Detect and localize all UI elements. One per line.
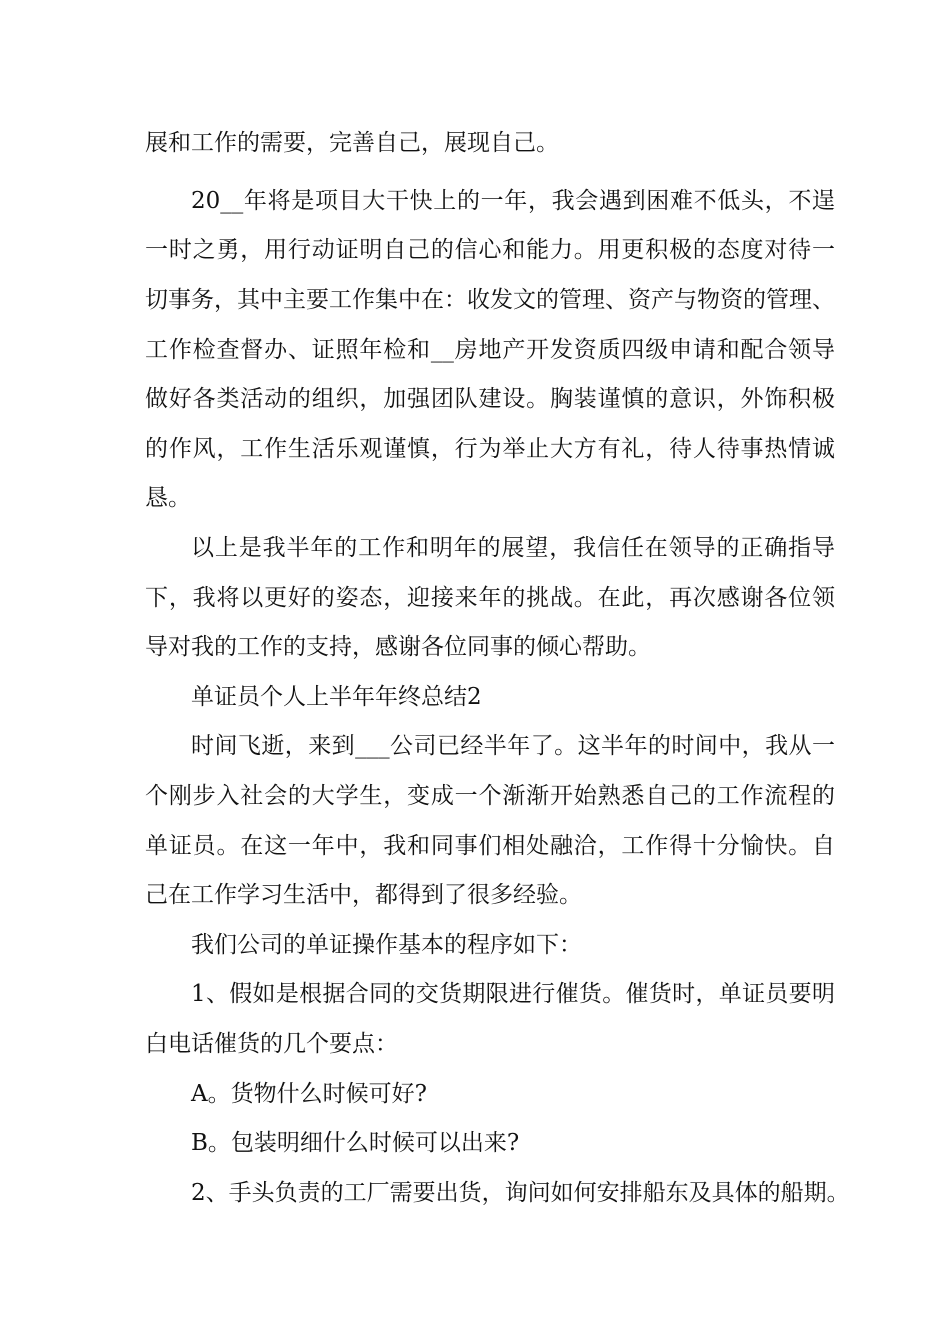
list-item: 1、假如是根据合同的交货期限进行催货。催货时，单证员要明 [191,981,835,1007]
section-heading: 单证员个人上半年年终总结2 [191,684,482,710]
text-line: 己在工作学习生活中，都得到了很多经验。 [145,882,582,908]
text-line: 一时之勇，用行动证明自己的信心和能力。用更积极的态度对待一 [145,237,835,263]
text-line: 的作风，工作生活乐观谨慎，行为举止大方有礼，待人待事热情诚 [145,436,835,462]
text-line: 以上是我半年的工作和明年的展望，我信任在领导的正确指导 [191,535,835,561]
text-line: 工作检查督办、证照年检和__房地产开发资质四级申请和配合领导 [145,337,835,363]
text-line: 我们公司的单证操作基本的程序如下： [191,932,582,958]
text-line: 个刚步入社会的大学生，变成一个渐渐开始熟悉自己的工作流程的 [145,783,835,809]
list-item: A。货物什么时候可好? [191,1081,427,1107]
text-line: 恳。 [145,485,191,511]
text-line: 20__年将是项目大干快上的一年，我会遇到困难不低头，不逞 [191,188,835,214]
text-line: 单证员。在这一年中，我和同事们相处融洽，工作得十分愉快。自 [145,833,835,859]
text-line: 下，我将以更好的姿态，迎接来年的挑战。在此，再次感谢各位领 [145,585,835,611]
text-line: 白电话催货的几个要点： [145,1031,398,1057]
list-item: 2、手头负责的工厂需要出货，询问如何安排船东及具体的船期。 [191,1180,850,1206]
text-line: 切事务，其中主要工作集中在：收发文的管理、资产与物资的管理、 [145,287,835,313]
list-item: B。包装明细什么时候可以出来? [191,1130,520,1156]
text-line: 做好各类活动的组织，加强团队建设。胸装谨慎的意识，外饰积极 [145,386,835,412]
text-line: 展和工作的需要，完善自己，展现自己。 [145,130,559,156]
text-line: 导对我的工作的支持，感谢各位同事的倾心帮助。 [145,634,651,660]
text-line: 时间飞逝，来到___公司已经半年了。这半年的时间中，我从一 [191,733,835,759]
